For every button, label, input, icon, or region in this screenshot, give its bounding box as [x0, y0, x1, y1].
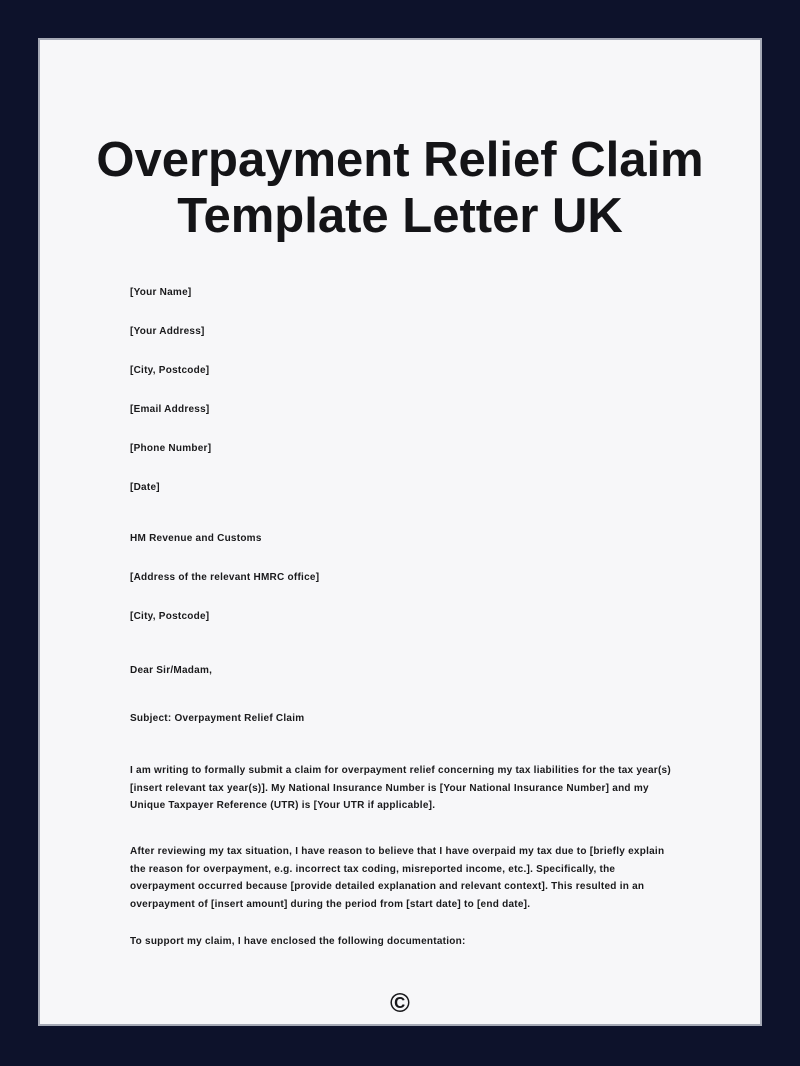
- sender-email-placeholder: [Email Address]: [130, 404, 210, 415]
- sender-address-block: [130, 287, 211, 494]
- page-title: [40, 132, 760, 244]
- sender-address-placeholder: [Your Address]: [130, 326, 205, 337]
- date-placeholder: [Date]: [130, 482, 160, 493]
- page-title-line1: Overpayment Relief Claim: [96, 133, 704, 187]
- paragraph-intro: I am writing to formally submit a claim for overpayment relief concerning my tax liabilities for the tax year(s) [insert relevant tax year(s)]. My National Insurance Number is [Your National Insurance Number] and my Unique Taxpayer Reference (UTR) is [Your UTR if applicable].: [130, 765, 671, 811]
- sender-phone-placeholder: [Phone Number]: [130, 443, 212, 454]
- recipient-address-block: [130, 533, 319, 623]
- letter-page: [38, 38, 762, 1026]
- recipient-address-placeholder: [Address of the relevant HMRC office]: [130, 572, 320, 583]
- salutation: Dear Sir/Madam,: [130, 665, 213, 676]
- recipient-name: HM Revenue and Customs: [130, 533, 262, 544]
- sender-name-placeholder: [Your Name]: [130, 287, 192, 298]
- copyright-icon: ©: [390, 988, 410, 1018]
- page-title-line2: Template Letter UK: [177, 189, 623, 243]
- paragraph-reason: After reviewing my tax situation, I have reason to believe that I have overpaid my tax due to [briefly explain the reason for overpayment, e.g. incorrect tax coding, misreported income, etc.]. Specifically, the overpayment occurred because [provide detailed explanation and relevant context]. This resulted in an overpayment of [insert amount] during the period from [start date] to [end date].: [130, 846, 665, 910]
- sender-city-postcode-placeholder: [City, Postcode]: [130, 365, 210, 376]
- closing-line: To support my claim, I have enclosed the following documentation:: [130, 936, 466, 947]
- recipient-city-postcode-placeholder: [City, Postcode]: [130, 611, 210, 622]
- subject-line: Subject: Overpayment Relief Claim: [130, 713, 305, 724]
